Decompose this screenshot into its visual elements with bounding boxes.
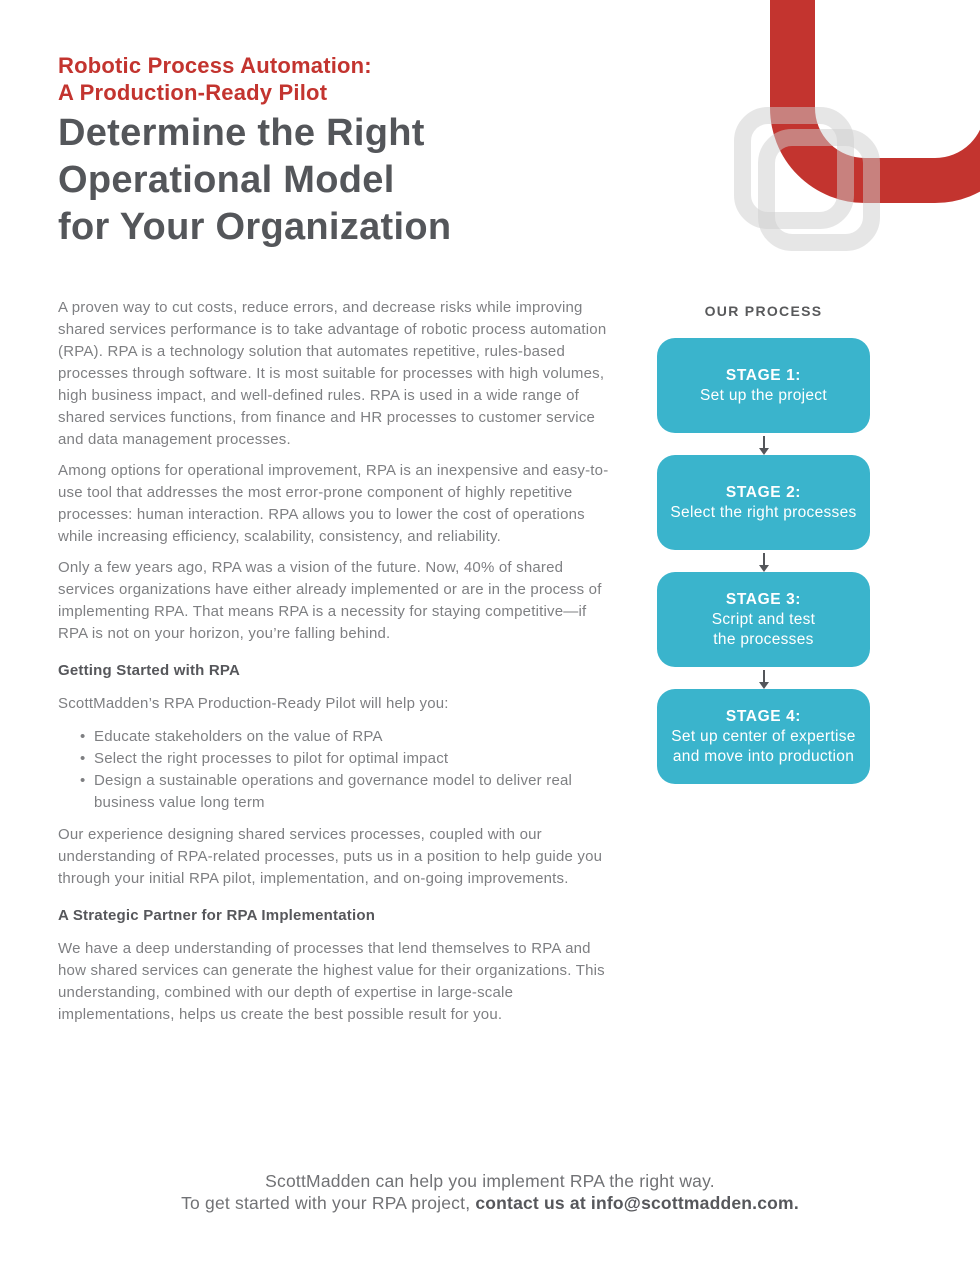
stage-1-box	[657, 338, 870, 433]
bullet-icon: •	[80, 750, 86, 767]
flow-connector	[657, 433, 870, 455]
stage-3-text: Script and test	[711, 610, 816, 628]
stage-2-box	[657, 455, 870, 550]
page-title	[58, 110, 451, 251]
contact-email-link[interactable]: contact us at info@scottmadden.com.	[475, 1192, 799, 1213]
stage-3-label: STAGE 3:	[725, 590, 802, 608]
list-item	[80, 748, 610, 770]
gray-rounded-square-shape-front	[758, 129, 880, 251]
paragraph-intro: A proven way to cut costs, reduce errors, and decrease risks while improving shared services performance is to take advantage of robotic process automation (RPA). RPA is a technology solution that automates repetitive, rules-based processes through software. It is most suitable for processes with high volumes, high business impact, and well-defined rules. RPA is used in a wide range of shared services functions, from finance and HR processes to customer service and data management processes.	[58, 299, 607, 448]
arrow-down-icon	[759, 448, 769, 455]
stage-2-text: Select the right processes	[670, 503, 857, 521]
footer-line-2	[0, 1193, 980, 1215]
stage-4-text: Set up center of expertise	[671, 727, 856, 745]
stage-3-box	[657, 572, 870, 667]
page-title-line-1: Determine the Right	[58, 112, 425, 154]
bullet-icon: •	[80, 772, 86, 789]
list-item	[80, 726, 610, 748]
stage-2-label: STAGE 2:	[725, 483, 802, 501]
stage-4-box	[657, 689, 870, 784]
stage-1-text: Set up the project	[700, 386, 827, 404]
process-flow	[657, 303, 870, 784]
list-item	[80, 770, 610, 814]
arrow-down-icon	[759, 565, 769, 572]
stage-3-text: the processes	[713, 630, 814, 648]
flow-connector	[657, 667, 870, 689]
footer-line-1: ScottMadden can help you implement RPA the right way.	[265, 1171, 715, 1191]
paragraph-experience: Our experience designing shared services processes, coupled with our understanding of RPA-related processes, puts us in a position to help guide you through your initial RPA pilot, implementation, and on-going improvements.	[58, 826, 603, 887]
paragraph-adoption: Only a few years ago, RPA was a vision of the future. Now, 40% of shared services organizations have either already implemented or are in the process of implementing RPA. That means RPA is a necessity for staying competitive—if RPA is not on your horizon, you’re falling behind.	[58, 559, 602, 642]
subhead-getting-started: Getting Started with RPA	[58, 662, 241, 679]
subhead-strategic-partner: A Strategic Partner for RPA Implementation	[58, 907, 376, 924]
eyebrow-heading	[58, 52, 372, 106]
list-item-text: Educate stakeholders on the value of RPA	[94, 728, 383, 745]
eyebrow-line-1: Robotic Process Automation:	[58, 53, 372, 78]
benefit-list	[58, 726, 610, 814]
list-item-text: Select the right processes to pilot for optimal impact	[94, 750, 449, 767]
page-title-line-3: for Your Organization	[58, 206, 452, 248]
stage-1-label: STAGE 1:	[725, 366, 802, 384]
article-body	[58, 297, 610, 1035]
bullets-intro: ScottMadden’s RPA Production-Ready Pilot will help you:	[58, 695, 449, 712]
bullet-icon: •	[80, 728, 86, 745]
page-title-line-2: Operational Model	[58, 159, 395, 201]
stage-4-text: and move into production	[672, 747, 855, 765]
paragraph-options: Among options for operational improvement, RPA is an inexpensive and easy-to-use tool that addresses the most error-prone component of highly repetitive processes: human interaction. RPA allows you to lower the cost of operations while increasing efficiency, scalability, consistency, and reliability.	[58, 462, 609, 545]
eyebrow-line-2: A Production-Ready Pilot	[58, 80, 328, 105]
process-heading: OUR PROCESS	[704, 303, 823, 319]
arrow-down-icon	[759, 682, 769, 689]
footer-line-2-text: To get started with your RPA project,	[181, 1192, 476, 1213]
paragraph-understanding: We have a deep understanding of processes that lend themselves to RPA and how shared services can generate the highest value for their organizations. This understanding, combined with our depth of expertise in large-scale implementations, helps us create the best possible result for you.	[58, 940, 605, 1023]
footer-cta	[0, 1171, 980, 1214]
stage-4-label: STAGE 4:	[725, 707, 802, 725]
list-item-text: Design a sustainable operations and governance model to deliver real business value long term	[94, 772, 573, 811]
flow-connector	[657, 550, 870, 572]
